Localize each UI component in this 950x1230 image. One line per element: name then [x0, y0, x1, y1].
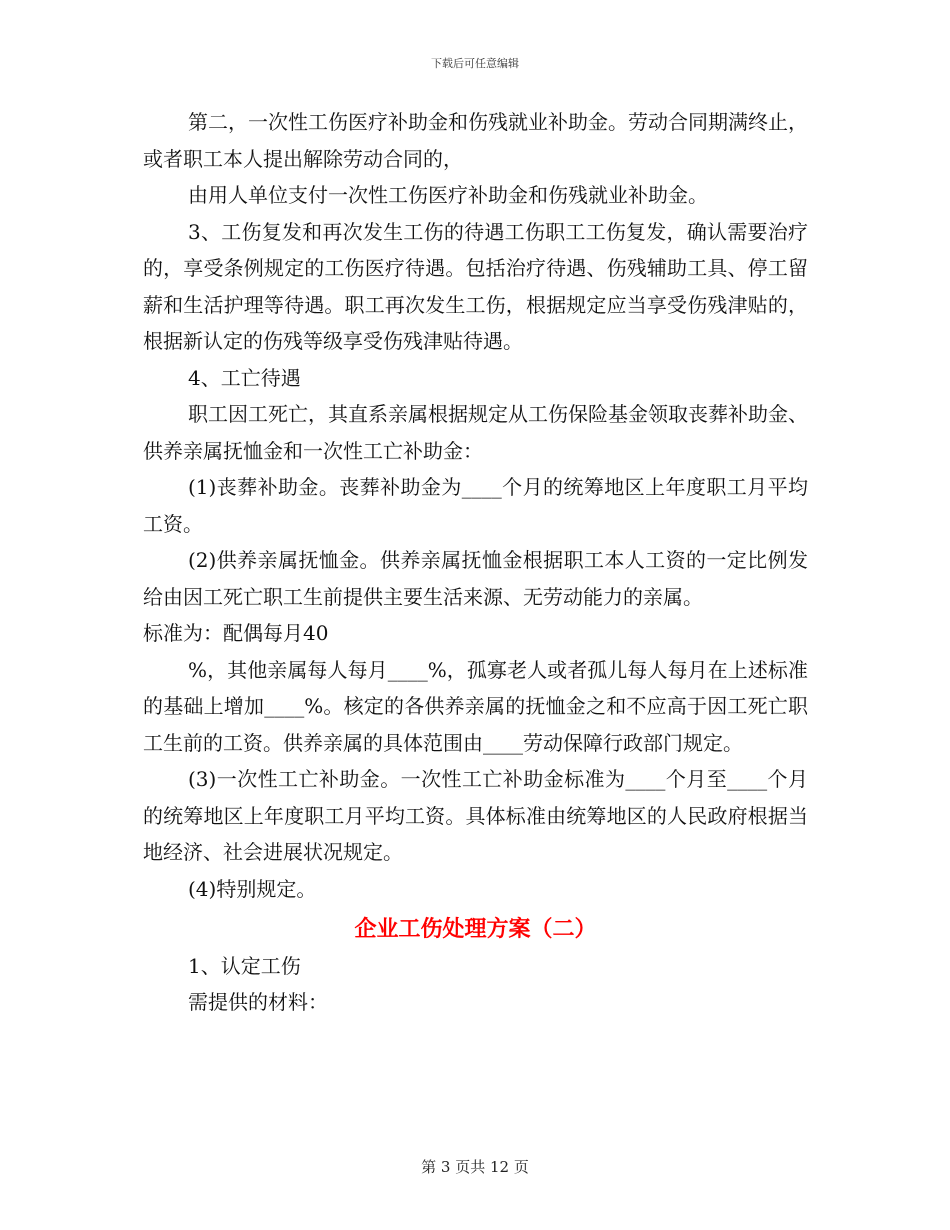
paragraph: 标准为：配偶每月40 [143, 621, 329, 645]
section-title: 企业工伤处理方案（二） [354, 916, 597, 942]
paragraph: (1)丧葬补助金。丧葬补助金为____个月的统筹地区上年度职工月平均工资。 [143, 475, 808, 536]
paragraph: 由用人单位支付一次性工伤医疗补助金和伤残就业补助金。 [188, 183, 708, 207]
paragraph: %，其他亲属每人每月____%，孤寡老人或者孤儿每人每月在上述标准的基础上增加____%。核定的各供养亲属的抚恤金之和不应高于因工死亡职工生前的工资。供养亲属的具体范围由____劳动保障行政部门规定。 [143, 657, 808, 755]
paragraph: 1、认定工伤 [188, 953, 301, 978]
paragraph: 职工因工死亡，其直系亲属根据规定从工伤保险基金领取丧葬补助金、供养亲属抚恤金和一次性工亡补助金： [143, 402, 808, 463]
paragraph: (4)特别规定。 [188, 876, 317, 901]
paragraph: 需提供的材料： [188, 990, 328, 1014]
paragraph: 3、工伤复发和再次发生工伤的待遇工伤职工工伤复发，确认需要治疗的，享受条例规定的工伤医疗待遇。包括治疗待遇、伤残辅助工具、停工留薪和生活护理等待遇。职工再次发生工伤，根据规定应当享受伤残津贴的，根据新认定的伤残等级享受伤残津贴待遇。 [143, 219, 808, 353]
page-header: 下载后可任意编辑 [431, 57, 519, 70]
paragraph: (2)供养亲属抚恤金。供养亲属抚恤金根据职工本人工资的一定比例发给由因工死亡职工生前提供主要生活来源、无劳动能力的亲属。 [143, 548, 808, 609]
paragraph: (3)一次性工亡补助金。一次性工亡补助金标准为____个月至____个月的统筹地区上年度职工月平均工资。具体标准由统筹地区的人民政府根据当地经济、社会进展状况规定。 [143, 767, 808, 864]
paragraph: 第二，一次性工伤医疗补助金和伤残就业补助金。劳动合同期满终止，或者职工本人提出解除劳动合同的， [143, 110, 808, 171]
paragraph: 4、工亡待遇 [188, 365, 301, 390]
document-body [143, 104, 808, 1021]
page-footer: 第 3 页共 12 页 [421, 1158, 529, 1176]
